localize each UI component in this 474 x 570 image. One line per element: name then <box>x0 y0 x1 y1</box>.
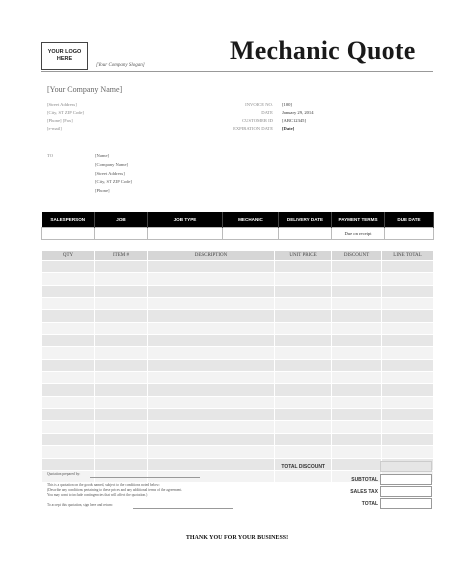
cell-description[interactable] <box>148 347 275 359</box>
cell-line-total[interactable] <box>382 409 434 421</box>
cell-mechanic[interactable] <box>223 228 279 240</box>
recipient-phone[interactable]: [Phone] <box>95 188 110 194</box>
cell-unit-price[interactable] <box>275 372 332 384</box>
email: [e-mail] <box>47 126 62 131</box>
header-job-type: JOB TYPE <box>148 212 223 228</box>
cell-qty[interactable] <box>42 298 95 310</box>
invoice-no-value[interactable]: [100] <box>282 102 292 107</box>
cell-discount[interactable] <box>332 347 382 359</box>
cell-line-total[interactable] <box>382 347 434 359</box>
cell-description[interactable] <box>148 384 275 396</box>
prepared-by-label: Quotation prepared by: <box>47 472 81 476</box>
items-table <box>41 250 434 483</box>
company-slogan: [Your Company Slogan] <box>96 63 145 68</box>
accept-label: To accept this quotation, sign here and return: <box>47 503 113 507</box>
header-qty: QTY <box>42 251 95 261</box>
expiration-date-label: EXPIRATION DATE <box>233 126 273 131</box>
cell-qty[interactable] <box>42 421 95 433</box>
table-row <box>42 433 434 445</box>
header-payment-terms: PAYMENT TERMS <box>332 212 385 228</box>
cell-item-number[interactable] <box>95 433 148 445</box>
cell-item-number[interactable] <box>95 347 148 359</box>
table-row <box>42 273 434 285</box>
recipient-block <box>95 152 132 196</box>
header-salesperson: SALESPERSON <box>42 212 95 228</box>
quotation-notes <box>47 483 247 498</box>
cell-qty[interactable] <box>42 347 95 359</box>
cell-qty[interactable] <box>42 446 95 458</box>
cell-unit-price[interactable] <box>275 310 332 322</box>
cell-description[interactable] <box>148 298 275 310</box>
recipient-name[interactable]: [Name] <box>95 153 110 158</box>
date-label: DATE <box>261 110 273 115</box>
cell-qty[interactable] <box>42 433 95 445</box>
to-label: TO <box>47 153 54 158</box>
cell-item-number[interactable] <box>95 273 148 285</box>
cell-unit-price[interactable] <box>275 273 332 285</box>
cell-unit-price[interactable] <box>275 384 332 396</box>
street-address: [Street Address] <box>47 102 77 107</box>
cell-discount[interactable] <box>332 396 382 408</box>
cell-discount[interactable] <box>332 372 382 384</box>
recipient-city[interactable]: [City, ST ZIP Code] <box>95 179 132 185</box>
city-state-zip: [City, ST ZIP Code] <box>47 110 84 115</box>
header-item-number: ITEM # <box>95 251 148 261</box>
cell-qty[interactable] <box>42 310 95 322</box>
table-row <box>42 446 434 458</box>
cell-item-number[interactable] <box>95 421 148 433</box>
total-label: TOTAL <box>361 501 378 507</box>
cell-description[interactable] <box>148 421 275 433</box>
company-name: [Your Company Name] <box>47 85 123 94</box>
cell-qty[interactable] <box>42 384 95 396</box>
header-unit-price: UNIT PRICE <box>275 251 332 261</box>
header-due-date: DUE DATE <box>385 212 434 228</box>
cell-unit-price[interactable] <box>275 347 332 359</box>
cell-unit-price[interactable] <box>275 409 332 421</box>
cell-description[interactable] <box>148 396 275 408</box>
total-discount-box[interactable] <box>380 461 432 472</box>
table-row <box>42 409 434 421</box>
cell-discount[interactable] <box>332 384 382 396</box>
header-mechanic: MECHANIC <box>223 212 279 228</box>
total-box[interactable] <box>380 498 432 509</box>
table-row <box>42 335 434 347</box>
cell-unit-price[interactable] <box>275 298 332 310</box>
logo-line-2: HERE <box>56 56 73 62</box>
cell-discount[interactable] <box>332 446 382 458</box>
table-row <box>42 285 434 297</box>
cell-item-number[interactable] <box>95 335 148 347</box>
cell-item-number[interactable] <box>95 458 148 470</box>
table-row <box>42 298 434 310</box>
items-body <box>42 261 434 483</box>
note-line-2: (Describe any conditions pertaining to these prices and any additional terms of the agreement. <box>47 488 183 492</box>
cell-description[interactable] <box>148 446 275 458</box>
cell-discount[interactable] <box>332 310 382 322</box>
table-row <box>42 372 434 384</box>
cell-line-total[interactable] <box>382 335 434 347</box>
prepared-by-line[interactable] <box>90 477 200 478</box>
header-line-total: LINE TOTAL <box>382 251 434 261</box>
table-row <box>42 310 434 322</box>
cell-qty[interactable] <box>42 335 95 347</box>
cell-description[interactable] <box>148 261 275 273</box>
cell-description[interactable] <box>148 433 275 445</box>
cell-line-total[interactable] <box>382 322 434 334</box>
table-row <box>42 322 434 334</box>
cell-line-total[interactable] <box>382 421 434 433</box>
cell-line-total[interactable] <box>382 396 434 408</box>
job-details-table <box>41 212 434 240</box>
cell-description[interactable] <box>148 335 275 347</box>
cell-discount[interactable] <box>332 458 382 470</box>
cell-item-number[interactable] <box>95 261 148 273</box>
header-job: JOB <box>95 212 148 228</box>
cell-item-number[interactable] <box>95 446 148 458</box>
thank-you-message: THANK YOU FOR YOUR BUSINESS! <box>185 535 289 541</box>
cell-discount[interactable] <box>332 285 382 297</box>
cell-delivery-date[interactable] <box>279 228 332 240</box>
cell-line-total[interactable] <box>382 273 434 285</box>
table-row <box>42 396 434 408</box>
company-logo-placeholder <box>41 42 88 70</box>
table-row <box>42 359 434 371</box>
cell-line-total[interactable] <box>382 359 434 371</box>
company-address-block <box>47 101 84 133</box>
cell-discount[interactable] <box>332 322 382 334</box>
invoice-values <box>282 101 314 133</box>
cell-discount[interactable] <box>332 433 382 445</box>
sales-tax-box[interactable] <box>380 486 432 497</box>
cell-item-number[interactable] <box>95 359 148 371</box>
cell-discount[interactable] <box>332 261 382 273</box>
table-row <box>42 261 434 273</box>
cell-discount[interactable] <box>332 335 382 347</box>
header-description: DESCRIPTION <box>148 251 275 261</box>
invoice-no-label: INVOICE NO. <box>245 102 273 107</box>
cell-qty[interactable] <box>42 372 95 384</box>
cell-discount[interactable] <box>332 273 382 285</box>
cell-unit-price[interactable] <box>275 335 332 347</box>
invoice-labels <box>215 101 273 133</box>
recipient-street[interactable]: [Street Address] <box>95 170 125 176</box>
header-discount: DISCOUNT <box>332 251 382 261</box>
cell-item-number[interactable] <box>95 298 148 310</box>
cell-discount[interactable] <box>332 421 382 433</box>
cell-description[interactable] <box>148 409 275 421</box>
cell-description[interactable] <box>148 273 275 285</box>
recipient-company[interactable]: [Company Name] <box>95 161 129 167</box>
cell-line-total[interactable] <box>382 261 434 273</box>
cell-qty[interactable] <box>42 285 95 297</box>
subtotal-label: SUBTOTAL <box>351 477 378 483</box>
cell-qty[interactable] <box>42 396 95 408</box>
cell-line-total[interactable] <box>382 446 434 458</box>
date-value[interactable]: January 29, 2014 <box>282 110 314 115</box>
subtotal-box[interactable] <box>380 474 432 485</box>
cell-unit-price[interactable] <box>275 396 332 408</box>
customer-id-value[interactable]: [ABC12345] <box>282 118 306 123</box>
cell-unit-price[interactable] <box>275 446 332 458</box>
cell-line-total[interactable] <box>382 384 434 396</box>
cell-salesperson[interactable] <box>42 228 95 240</box>
cell-qty[interactable] <box>42 359 95 371</box>
cell-unit-price[interactable] <box>275 261 332 273</box>
cell-qty[interactable] <box>42 273 95 285</box>
cell-unit-price[interactable] <box>275 285 332 297</box>
cell-line-total[interactable] <box>382 372 434 384</box>
cell-description[interactable] <box>148 359 275 371</box>
table-row <box>42 421 434 433</box>
header-delivery-date: DELIVERY DATE <box>279 212 332 228</box>
sales-tax-label: SALES TAX <box>350 489 378 495</box>
cell-item-number[interactable] <box>95 285 148 297</box>
header-divider <box>41 71 433 72</box>
cell-description[interactable] <box>148 322 275 334</box>
cell-qty[interactable] <box>42 261 95 273</box>
cell-description[interactable] <box>148 310 275 322</box>
cell-payment-terms[interactable]: Due on receipt <box>332 228 385 240</box>
cell-line-total[interactable] <box>382 433 434 445</box>
cell-unit-price[interactable] <box>275 359 332 371</box>
cell-line-total[interactable] <box>382 310 434 322</box>
cell-item-number[interactable] <box>95 384 148 396</box>
table-row <box>42 347 434 359</box>
cell-qty[interactable] <box>42 458 95 470</box>
cell-discount[interactable] <box>332 359 382 371</box>
cell-item-number[interactable] <box>95 310 148 322</box>
cell-due-date[interactable] <box>385 228 434 240</box>
cell-job-type[interactable] <box>148 228 223 240</box>
cell-unit-price[interactable] <box>275 421 332 433</box>
cell-item-number[interactable] <box>95 409 148 421</box>
expiration-date-value[interactable]: [Date] <box>282 126 295 131</box>
phone-fax: [Phone] [Fax] <box>47 118 73 123</box>
cell-qty[interactable] <box>42 409 95 421</box>
document-title: Mechanic Quote <box>230 36 416 65</box>
cell-discount[interactable] <box>332 409 382 421</box>
cell-item-number[interactable] <box>95 396 148 408</box>
table-row <box>42 384 434 396</box>
cell-item-number[interactable] <box>95 372 148 384</box>
logo-line-1: YOUR LOGO <box>47 49 82 55</box>
cell-description[interactable] <box>148 372 275 384</box>
cell-unit-price[interactable] <box>275 433 332 445</box>
total-discount-label: TOTAL DISCOUNT <box>281 464 325 470</box>
cell-description[interactable] <box>148 285 275 297</box>
signature-line[interactable] <box>133 508 233 509</box>
cell-item-number[interactable] <box>95 322 148 334</box>
cell-qty[interactable] <box>42 322 95 334</box>
cell-line-total[interactable] <box>382 285 434 297</box>
note-line-1: This is a quotation on the goods named, subject to the conditions noted below: <box>47 483 160 487</box>
note-line-3: You may want to include contingencies that will affect the quotation.) <box>47 493 148 497</box>
cell-job[interactable] <box>95 228 148 240</box>
customer-id-label: CUSTOMER ID <box>242 118 273 123</box>
cell-line-total[interactable] <box>382 298 434 310</box>
cell-unit-price[interactable] <box>275 322 332 334</box>
cell-discount[interactable] <box>332 298 382 310</box>
